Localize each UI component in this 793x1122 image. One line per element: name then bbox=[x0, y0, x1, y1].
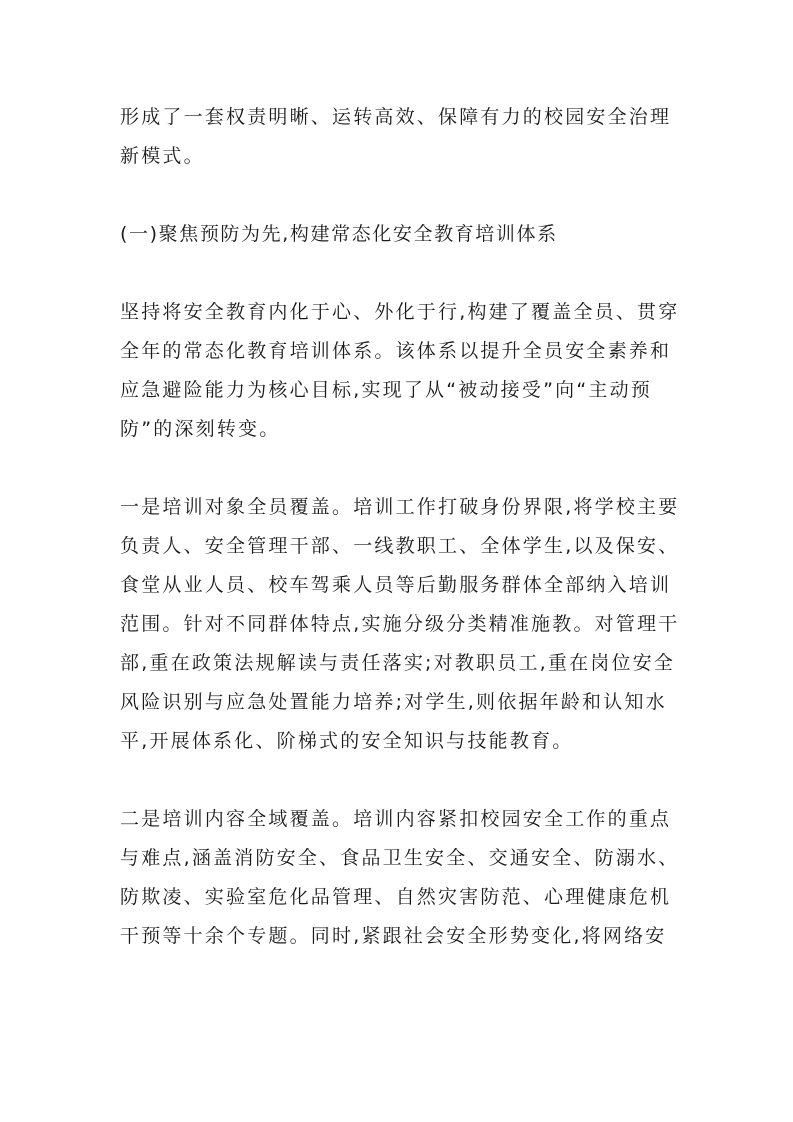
text-line: 部,重在政策法规解读与责任落实;对教职员工,重在岗位安全 bbox=[120, 652, 676, 674]
text-line: 二是培训内容全域覆盖。培训内容紧扣校园安全工作的重点 bbox=[120, 808, 672, 830]
text-line: 与难点,涵盖消防安全、食品卫生安全、交通安全、防溺水、 bbox=[120, 847, 680, 869]
text-line: 干预等十余个专题。同时,紧跟社会安全形势变化,将网络安 bbox=[120, 925, 667, 947]
section-heading bbox=[120, 215, 680, 254]
text-line: 范围。针对不同群体特点,实施分级分类精准施教。对管理干 bbox=[120, 613, 680, 635]
text-line: 风险识别与应急处置能力培养;对学生,则依据年龄和认知水 bbox=[120, 691, 667, 713]
text-line: 防欺凌、实验室危化品管理、自然灾害防范、心理健康危机 bbox=[120, 886, 672, 908]
text-line: 全年的常态化教育培训体系。该体系以提升全员安全素养和 bbox=[120, 340, 672, 362]
document-body bbox=[120, 98, 680, 995]
text-line: 负责人、安全管理干部、一线教职工、全体学生,以及保安、 bbox=[120, 535, 680, 557]
paragraph-point-one bbox=[120, 488, 680, 761]
paragraph-point-two bbox=[120, 800, 680, 956]
paragraph-section-intro bbox=[120, 293, 680, 449]
paragraph-intro-end bbox=[120, 98, 680, 176]
text-line: 一是培训对象全员覆盖。培训工作打破身份界限,将学校主要 bbox=[120, 496, 680, 518]
text-line: 食堂从业人员、校车驾乘人员等后勤服务群体全部纳入培训 bbox=[120, 574, 672, 596]
text-line: 防”的深刻转变。 bbox=[120, 418, 281, 440]
text-line: 形成了一套权责明晰、运转高效、保障有力的校园安全治理 bbox=[120, 106, 672, 128]
heading-text: (一)聚焦预防为先,构建常态化安全教育培训体系 bbox=[120, 223, 558, 245]
text-line: 平,开展体系化、阶梯式的安全知识与技能教育。 bbox=[120, 730, 574, 752]
text-line: 新模式。 bbox=[120, 145, 205, 167]
text-line: 坚持将安全教育内化于心、外化于行,构建了覆盖全员、贯穿 bbox=[120, 301, 680, 323]
text-line: 应急避险能力为核心目标,实现了从“被动接受”向“主动预 bbox=[120, 379, 652, 401]
